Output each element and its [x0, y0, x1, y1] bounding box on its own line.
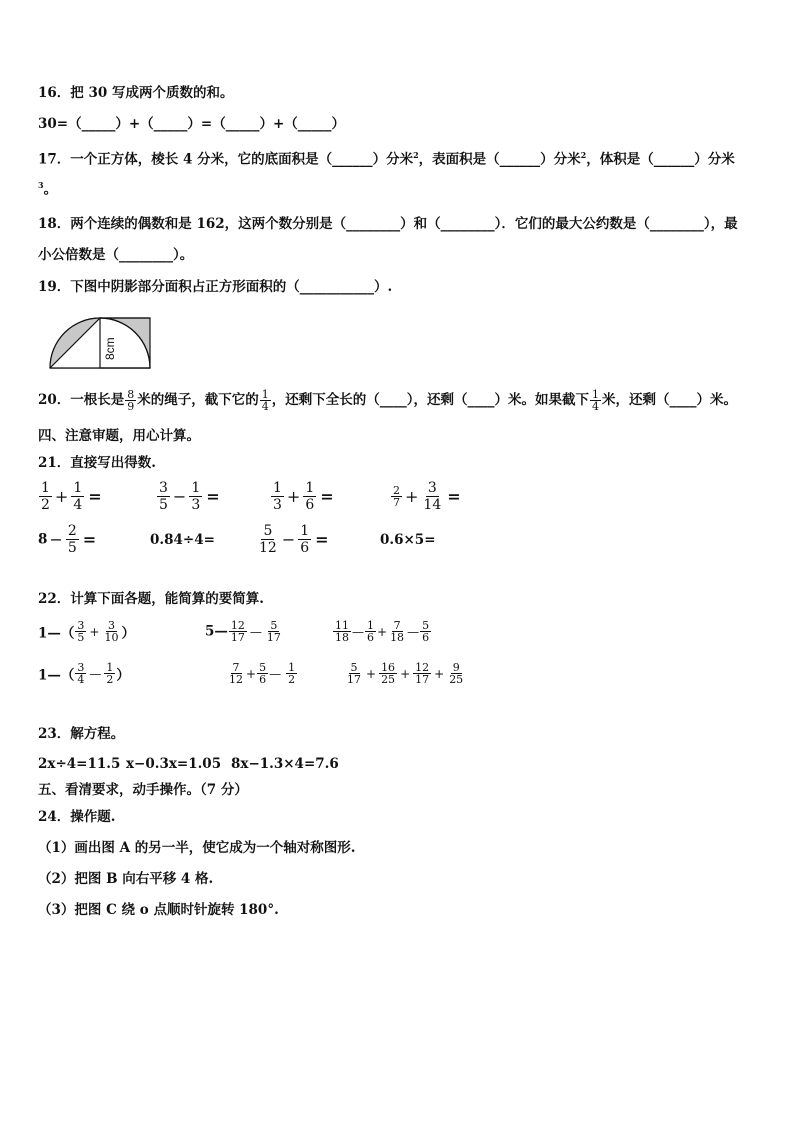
section-4-heading: 四、注意审题，用心计算。	[38, 428, 200, 444]
q19-figure-label: 8cm	[103, 337, 117, 360]
q16-answer-line: 30=（_____）+（_____）=（_____）+（_____）	[38, 116, 346, 132]
q22-expr-2: 5— $\frac{12}{17}$ — $\frac{5}{17}$	[205, 619, 281, 644]
q20-fraction-1: $\frac{8}{9}$	[127, 388, 135, 413]
q21-expr-8: 0.6×5=	[380, 532, 436, 548]
q22-expr-5: $\frac{7}{12}$ + $\frac{5}{6}$ — $\frac{1}{2}$	[229, 661, 296, 686]
section-5-heading: 五、看清要求，动手操作。（7 分）	[38, 782, 248, 798]
q21-expr-1: $\frac{1}{2}$ + $\frac{1}{4}$ =	[41, 480, 102, 513]
q21-expr-2: $\frac{3}{5}$ − $\frac{1}{3}$ =	[159, 480, 220, 513]
q21-expr-6: 0.84÷4=	[150, 532, 215, 548]
q20-fraction-2: $\frac{1}{4}$	[261, 388, 269, 413]
q24-step-2: （2）把图 B 向右平移 4 格.	[38, 871, 214, 887]
q21-title: 21．直接写出得数.	[38, 455, 156, 471]
q22-expr-3: $\frac{11}{18}$ — $\frac{1}{6}$ + $\frac{7}{18}$ — $\frac{5}{6}$	[335, 619, 430, 644]
q23-equation-2: x−0.3x=1.05	[126, 756, 222, 772]
q23-equation-3: 8x−1.3×4=7.6	[231, 756, 339, 772]
q20-part3: ，还剩下全长的（____），还剩（____）米。如果截下	[271, 392, 590, 408]
q24-step-1: （1）画出图 A 的另一半，使它成为一个轴对称图形.	[38, 840, 356, 856]
q17-sup1: 2	[413, 150, 419, 160]
q21-expr-7: $\frac{5}{12}$ − $\frac{1}{6}$ =	[259, 523, 329, 556]
q20-line	[38, 389, 737, 412]
q21-expr-5: 8 − $\frac{2}{5}$ =	[38, 523, 97, 556]
q21-expr-4: $\frac{2}{7}$ + $\frac{3}{14}$ =	[393, 480, 461, 513]
q22-title: 22．计算下面各题，能简算的要简算.	[38, 591, 264, 607]
q21-expr-3: $\frac{1}{3}$ + $\frac{1}{6}$ =	[273, 480, 334, 513]
q17-part2: ，表面积是（______）分米	[418, 151, 581, 168]
q20-fraction-3: $\frac{1}{4}$	[592, 388, 600, 413]
q20-part2: 米的绳子，截下它的	[137, 392, 259, 408]
q17-sup2: 2	[580, 150, 587, 160]
q18-line2: 小公倍数是（________）。	[38, 247, 194, 263]
q24-step-3: （3）把图 C 绕 o 点顺时针旋转 180°.	[38, 902, 279, 918]
q17-part3: ，体积是（______）分米	[586, 151, 735, 168]
q22-expr-4: 1—（ $\frac{3}{4}$ — $\frac{1}{2}$ ）	[38, 661, 130, 686]
q17-sup3: 3	[38, 180, 44, 190]
q16-title: 16．把 30 写成两个质数的和。	[38, 85, 234, 101]
q18-line1: 18．两个连续的偶数和是 162，这两个数分别是（________）和（________）．它们的最大公约数是（________），最	[38, 216, 738, 232]
q20-part1: 20．一根长是	[38, 392, 125, 408]
q23-equation-1: 2x÷4=11.5	[38, 756, 121, 772]
q17-line2-end: 。	[43, 181, 58, 198]
q22-expr-1: 1—（ $\frac{3}{5}$ + $\frac{3}{10}$ ）	[38, 619, 135, 644]
q19-text: 19．下图中阴影部分面积占正方形面积的（___________）.	[38, 279, 393, 295]
q17-line1	[38, 146, 735, 169]
q23-title: 23．解方程。	[38, 726, 125, 742]
q17-line2	[38, 176, 57, 199]
q19-figure	[46, 314, 154, 372]
q24-title: 24．操作题.	[38, 809, 116, 825]
q20-part4: 米，还剩（____）米。	[602, 392, 738, 408]
q22-expr-6: $\frac{5}{17}$ + $\frac{16}{25}$ + $\frac{12}{17}$ + $\frac{9}{25}$	[347, 661, 464, 686]
q17-part1: 17．一个正方体，棱长 4 分米，它的底面积是（______）分米	[38, 151, 414, 168]
